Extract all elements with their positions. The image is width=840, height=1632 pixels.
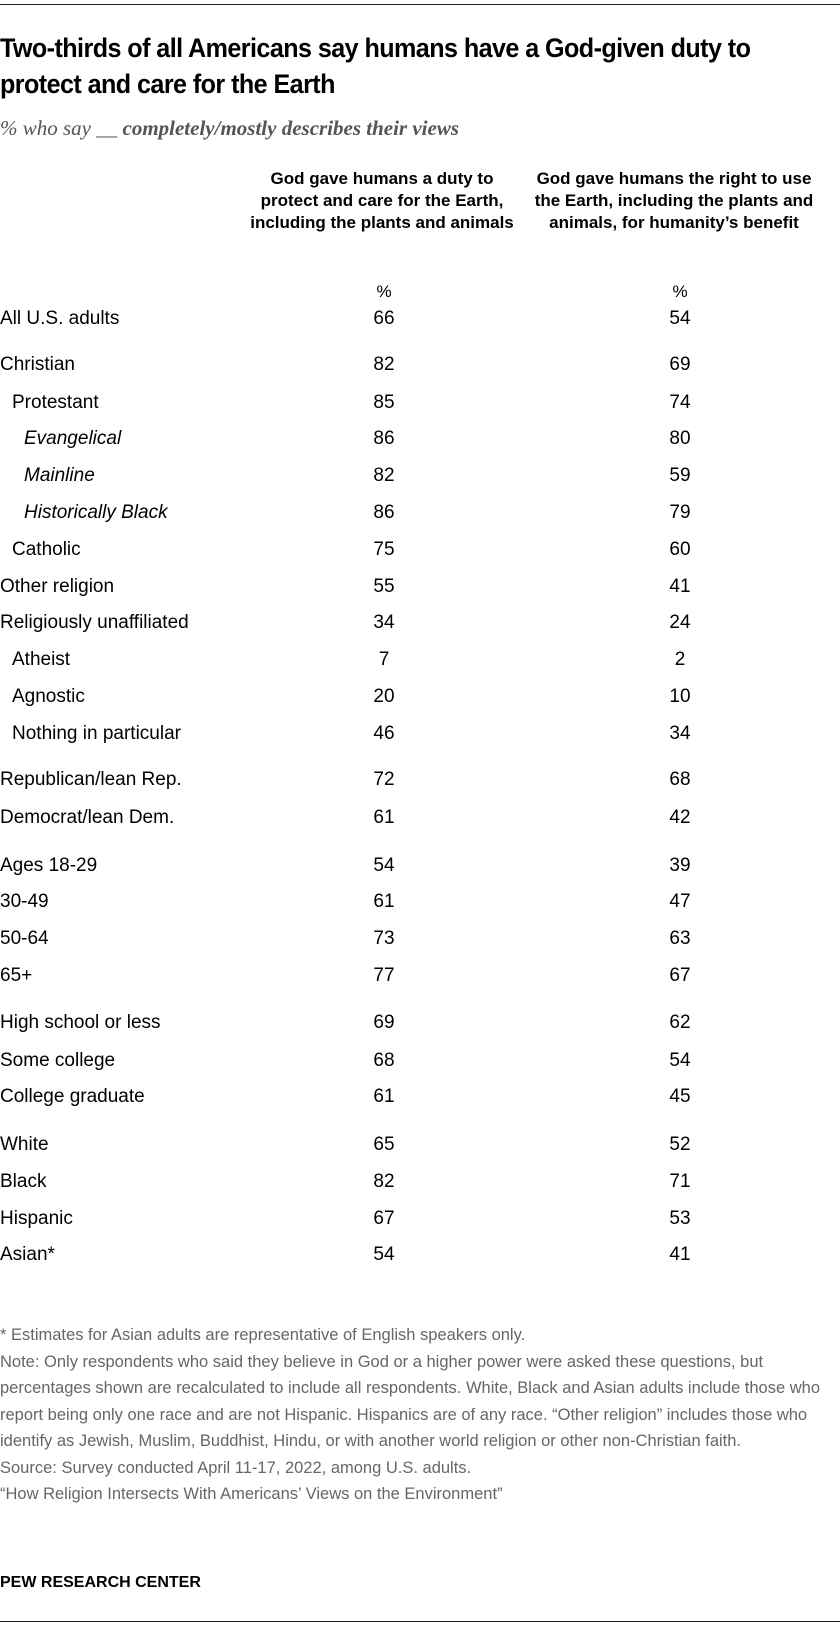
- value-right: 60: [669, 539, 691, 560]
- value-right: 68: [669, 769, 691, 790]
- value-duty: 54: [373, 1244, 395, 1265]
- value-duty: 67: [373, 1208, 395, 1229]
- row-label: Hispanic: [0, 1208, 73, 1229]
- table-row: [0, 354, 840, 384]
- value-right: 41: [669, 576, 691, 597]
- value-right: 54: [669, 1050, 691, 1071]
- row-label: Mainline: [24, 465, 95, 486]
- bottom-rule: [0, 1621, 840, 1622]
- report-title: “How Religion Intersects With Americans’ Views on the Environment”: [0, 1485, 503, 1503]
- notes: [0, 1322, 830, 1508]
- note: Note: Only respondents who said they believe in God or a higher power were asked these questions, but percentages shown are recalculated to include all respondents. White, Black and Asian adults include those who report being only one race and are not Hispanic. Hispanics are of any race. “Other religion” includes those who identify as Jewish, Muslim, Buddhist, Hindu, or with another world religion or other non-Christian faith.: [0, 1352, 820, 1450]
- value-duty: 68: [373, 1050, 395, 1071]
- value-duty: 86: [373, 428, 395, 449]
- table-row: [0, 1012, 840, 1042]
- row-label: Democrat/lean Dem.: [0, 807, 175, 828]
- table-row: [0, 1244, 840, 1274]
- value-duty: 73: [373, 928, 395, 949]
- value-duty: 82: [373, 465, 395, 486]
- table-row: [0, 612, 840, 642]
- value-duty: 86: [373, 502, 395, 523]
- value-right: 52: [669, 1134, 691, 1155]
- value-right: 67: [669, 965, 691, 986]
- value-duty: 61: [373, 891, 395, 912]
- value-right: 45: [669, 1086, 691, 1107]
- subtitle-emphasis: completely/mostly describes their views: [122, 116, 460, 140]
- row-label: Ages 18-29: [0, 855, 98, 876]
- value-right: 2: [674, 649, 686, 670]
- chart-subtitle: [0, 116, 459, 141]
- table-row: [0, 649, 840, 679]
- value-duty: 82: [373, 1171, 395, 1192]
- row-label: Protestant: [12, 392, 99, 413]
- table-row: [0, 308, 840, 338]
- row-label: All U.S. adults: [0, 308, 120, 329]
- row-label: 65+: [0, 965, 33, 986]
- source: Source: Survey conducted April 11-17, 2022, among U.S. adults.: [0, 1458, 472, 1477]
- value-duty: 82: [373, 354, 395, 375]
- value-right: 71: [669, 1171, 691, 1192]
- value-duty: 46: [373, 723, 395, 744]
- row-label: Atheist: [12, 649, 71, 670]
- value-duty: 75: [373, 539, 395, 560]
- brand-logo-text: PEW RESEARCH CENTER: [0, 1574, 201, 1591]
- table-row: [0, 928, 840, 958]
- row-label: Some college: [0, 1050, 116, 1071]
- table-row: [0, 1208, 840, 1238]
- table-row: [0, 686, 840, 716]
- table-row: [0, 576, 840, 606]
- value-right: 80: [669, 428, 691, 449]
- value-right: 63: [669, 928, 691, 949]
- value-right: 79: [669, 502, 691, 523]
- row-label: Nothing in particular: [12, 723, 181, 744]
- row-label: Evangelical: [24, 428, 122, 449]
- table-row: [0, 769, 840, 799]
- row-label: Republican/lean Rep.: [0, 769, 182, 790]
- top-rule: [0, 4, 840, 5]
- value-duty: 34: [373, 612, 395, 633]
- column-header-right: God gave humans the right to use the Earth, including the plants and animals, for humanity’s benefit: [534, 169, 814, 232]
- table-row: [0, 1171, 840, 1201]
- row-label: Catholic: [12, 539, 81, 560]
- value-duty: 55: [373, 576, 395, 597]
- table-row: [0, 1134, 840, 1164]
- column-unit-duty: %: [376, 282, 392, 301]
- value-right: 42: [669, 807, 691, 828]
- table-row: [0, 539, 840, 569]
- table-row: [0, 807, 840, 837]
- value-right: 53: [669, 1208, 691, 1229]
- table-row: [0, 465, 840, 495]
- value-right: 62: [669, 1012, 691, 1033]
- value-right: 69: [669, 354, 691, 375]
- table-row: [0, 965, 840, 995]
- table-row: [0, 428, 840, 458]
- chart-title: Two-thirds of all Americans say humans have a God-given duty to protect and care for the Earth: [0, 33, 751, 99]
- row-label: Christian: [0, 354, 75, 375]
- table-row: [0, 392, 840, 422]
- row-label: Asian*: [0, 1244, 55, 1265]
- column-unit-right: %: [672, 282, 688, 301]
- value-duty: 61: [373, 807, 395, 828]
- value-duty: 69: [373, 1012, 395, 1033]
- table-row: [0, 723, 840, 753]
- value-duty: 20: [373, 686, 395, 707]
- value-right: 41: [669, 1244, 691, 1265]
- value-duty: 72: [373, 769, 395, 790]
- value-duty: 65: [373, 1134, 395, 1155]
- row-label: 50-64: [0, 928, 49, 949]
- row-label: Black: [0, 1171, 47, 1192]
- value-right: 47: [669, 891, 691, 912]
- footnote-asian: * Estimates for Asian adults are representative of English speakers only.: [0, 1326, 526, 1344]
- row-label: High school or less: [0, 1012, 161, 1033]
- value-right: 10: [669, 686, 691, 707]
- table-row: [0, 502, 840, 532]
- table-row: [0, 1086, 840, 1116]
- value-duty: 77: [373, 965, 395, 986]
- row-label: Other religion: [0, 576, 115, 597]
- row-label: Historically Black: [24, 502, 168, 523]
- row-label: White: [0, 1134, 49, 1155]
- subtitle-prefix: % who say __: [0, 116, 123, 140]
- row-label: 30-49: [0, 891, 49, 912]
- table-row: [0, 891, 840, 921]
- value-right: 59: [669, 465, 691, 486]
- row-label: College graduate: [0, 1086, 145, 1107]
- value-duty: 61: [373, 1086, 395, 1107]
- column-header-duty: God gave humans a duty to protect and care for the Earth, including the plants and animals: [250, 169, 514, 232]
- value-duty: 66: [373, 308, 395, 329]
- value-right: 54: [669, 308, 691, 329]
- value-duty: 54: [373, 855, 395, 876]
- value-right: 34: [669, 723, 691, 744]
- row-label: Agnostic: [12, 686, 85, 707]
- table-row: [0, 1050, 840, 1080]
- row-label: Religiously unaffiliated: [0, 612, 189, 633]
- value-duty: 85: [373, 392, 395, 413]
- value-right: 39: [669, 855, 691, 876]
- value-right: 24: [669, 612, 691, 633]
- value-right: 74: [669, 392, 691, 413]
- table-row: [0, 855, 840, 885]
- value-duty: 7: [378, 649, 390, 670]
